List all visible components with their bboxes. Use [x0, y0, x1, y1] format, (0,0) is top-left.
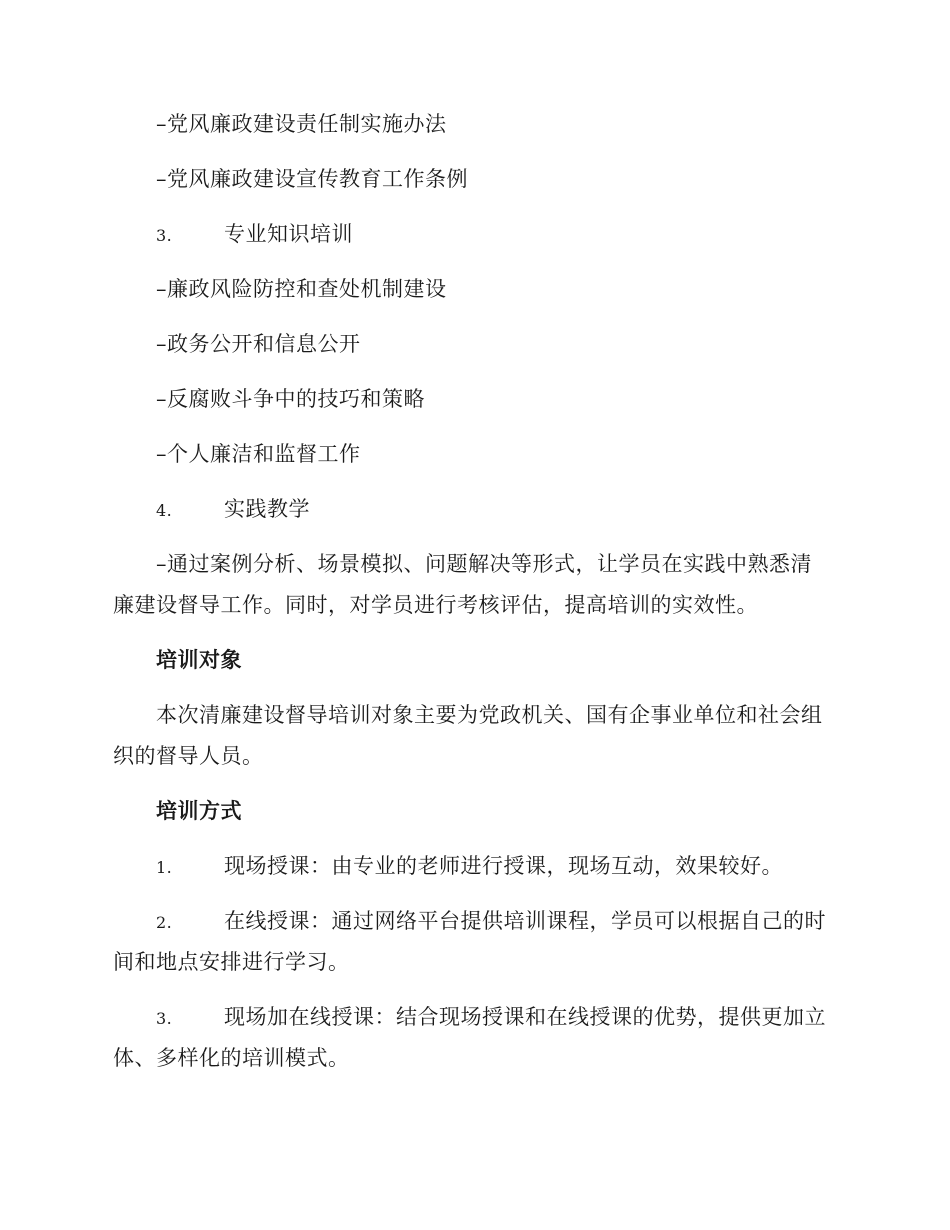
section-heading-target: 培训对象 [156, 648, 242, 672]
item-number: 2. [156, 913, 173, 932]
list-item: –党风廉政建设宣传教育工作条例 [156, 167, 468, 191]
numbered-section-4 [113, 489, 835, 530]
paragraph-line-1: 本次清廉建设督导培训对象主要为党政机关、国有企事业单位和社会组 [156, 703, 823, 727]
paragraph-line-2: 织的督导人员。 [113, 744, 264, 768]
list-item: –个人廉洁和监督工作 [156, 442, 361, 466]
item-number: 3. [156, 1009, 173, 1028]
list-item: –反腐败斗争中的技巧和策略 [156, 387, 425, 411]
list-item: –廉政风险防控和查处机制建设 [156, 277, 447, 301]
item-number: 1. [156, 858, 173, 877]
item-text-line-1: 现场加在线授课：结合现场授课和在线授课的优势，提供更加立 [224, 1005, 826, 1029]
list-item: –政务公开和信息公开 [156, 332, 361, 356]
method-item-2 [113, 901, 835, 942]
document-page [113, 104, 835, 1079]
list-item: –党风廉政建设责任制实施办法 [156, 112, 447, 136]
section-title: 实践教学 [224, 497, 310, 521]
section-heading-method: 培训方式 [156, 799, 242, 823]
item-text-line-1: 在线授课：通过网络平台提供培训课程，学员可以根据自己的时 [224, 909, 826, 933]
section-title: 专业知识培训 [224, 222, 353, 246]
method-item-3-line-2: 体、多样化的培训模式。 [113, 1046, 350, 1070]
numbered-section-3 [113, 214, 835, 255]
item-text: 现场授课：由专业的老师进行授课，现场互动，效果较好。 [224, 854, 783, 878]
method-item-1 [113, 846, 835, 887]
list-item-line-1: –通过案例分析、场景模拟、问题解决等形式，让学员在实践中熟悉清 [156, 552, 812, 576]
section-number: 3. [156, 226, 173, 245]
section-number: 4. [156, 501, 173, 520]
method-item-2-line-2: 间和地点安排进行学习。 [113, 950, 350, 974]
method-item-3 [113, 997, 835, 1038]
list-item-line-2: 廉建设督导工作。同时，对学员进行考核评估，提高培训的实效性。 [113, 593, 758, 617]
